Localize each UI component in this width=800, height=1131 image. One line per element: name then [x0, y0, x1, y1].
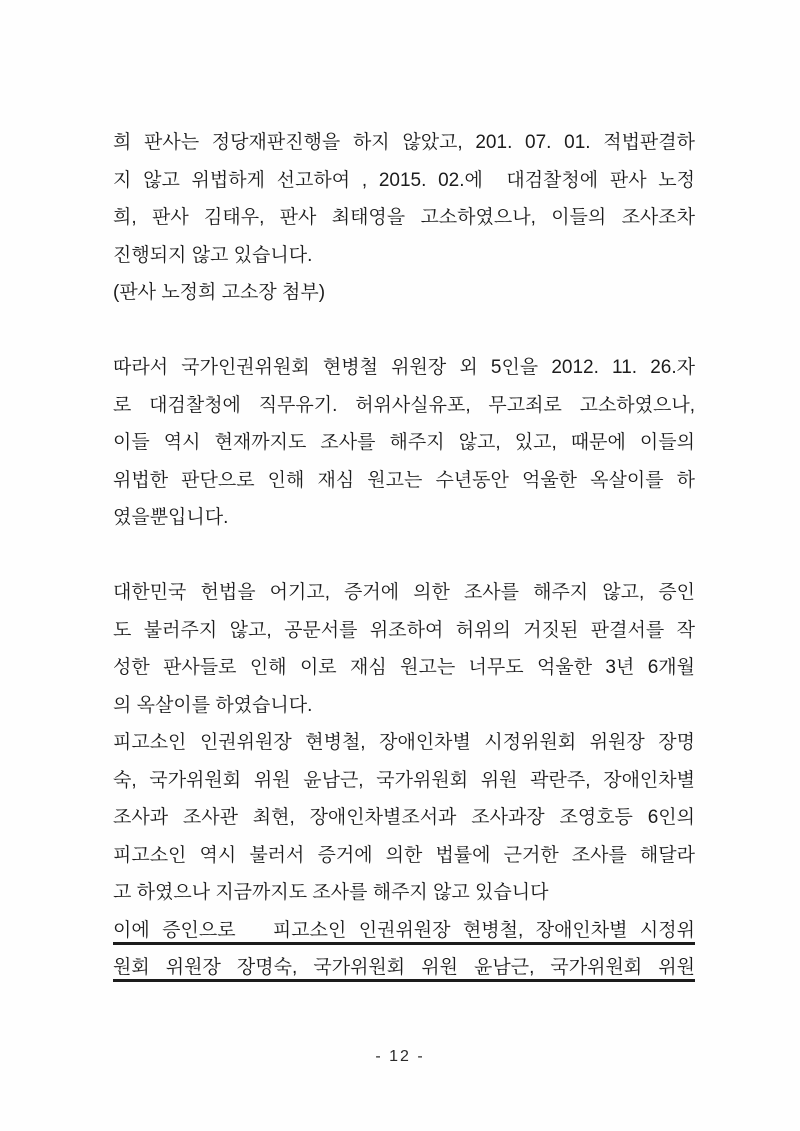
text-line: 조사과 조사관 최현, 장애인차별조서과 조사과장 조영호등 6인의: [113, 807, 695, 828]
text-line: 성한 판사들로 인해 이로 재심 원고는 너무도 억울한 3년 6개월: [113, 657, 695, 678]
text-line-underlined: 원회 위원장 장명숙, 국가위원회 위원 윤남근, 국가위원회 위원: [113, 957, 695, 978]
page-footer: [0, 1048, 800, 1066]
text-line-underlined: 이에 증인으로 피고소인 인권위원장 현병철, 장애인차별 시정위: [113, 919, 695, 941]
blank-line: [113, 312, 695, 350]
text-line: 이들 역시 현재까지도 조사를 해주지 않고, 있고, 때문에 이들의: [113, 432, 695, 453]
text-line: (판사 노정희 고소장 첨부): [113, 282, 326, 303]
text-line: 진행되지 않고 있습니다.: [113, 244, 313, 266]
page-number: - 12 -: [375, 1048, 425, 1065]
document-body: [113, 124, 695, 987]
text-line: 였을뿐입니다.: [113, 507, 229, 528]
text-line: 희, 판사 김태우, 판사 최태영을 고소하였으나, 이들의 조사조차: [113, 207, 695, 228]
text-line: 지 않고 위법하게 선고하여 , 2015. 02.에 대검찰청에 판사 노정: [113, 169, 695, 191]
blank-line: [113, 537, 695, 575]
text-line: 숙, 국가위원회 위원 윤남근, 국가위원회 위원 곽란주, 장애인차별: [113, 769, 695, 791]
text-line: 피고소인 인권위원장 현병철, 장애인차별 시정위원회 위원장 장명: [113, 732, 695, 753]
text-line: 고 하였으나 지금까지도 조사를 해주지 않고 있습니다: [113, 882, 549, 903]
text-line: 희 판사는 정당재판진행을 하지 않았고, 201. 07. 01. 적법판결하: [113, 132, 695, 153]
text-line: 도 불러주지 않고, 공문서를 위조하여 허위의 거짓된 판결서를 작: [113, 619, 695, 641]
text-line: 의 옥살이를 하였습니다.: [113, 694, 313, 716]
text-line: 로 대검찰청에 직무유기. 허위사실유포, 무고죄로 고소하였으나,: [113, 394, 695, 416]
text-line: 위법한 판단으로 인해 재심 원고는 수년동안 억울한 옥살이를 하: [113, 469, 695, 491]
text-line: 피고소인 역시 불러서 증거에 의한 법률에 근거한 조사를 해달라: [113, 844, 695, 866]
text-line: 대한민국 헌법을 어기고, 증거에 의한 조사를 해주지 않고, 증인: [113, 582, 695, 603]
text-line: 따라서 국가인권위원회 현병철 위원장 외 5인을 2012. 11. 26.자: [113, 357, 695, 378]
